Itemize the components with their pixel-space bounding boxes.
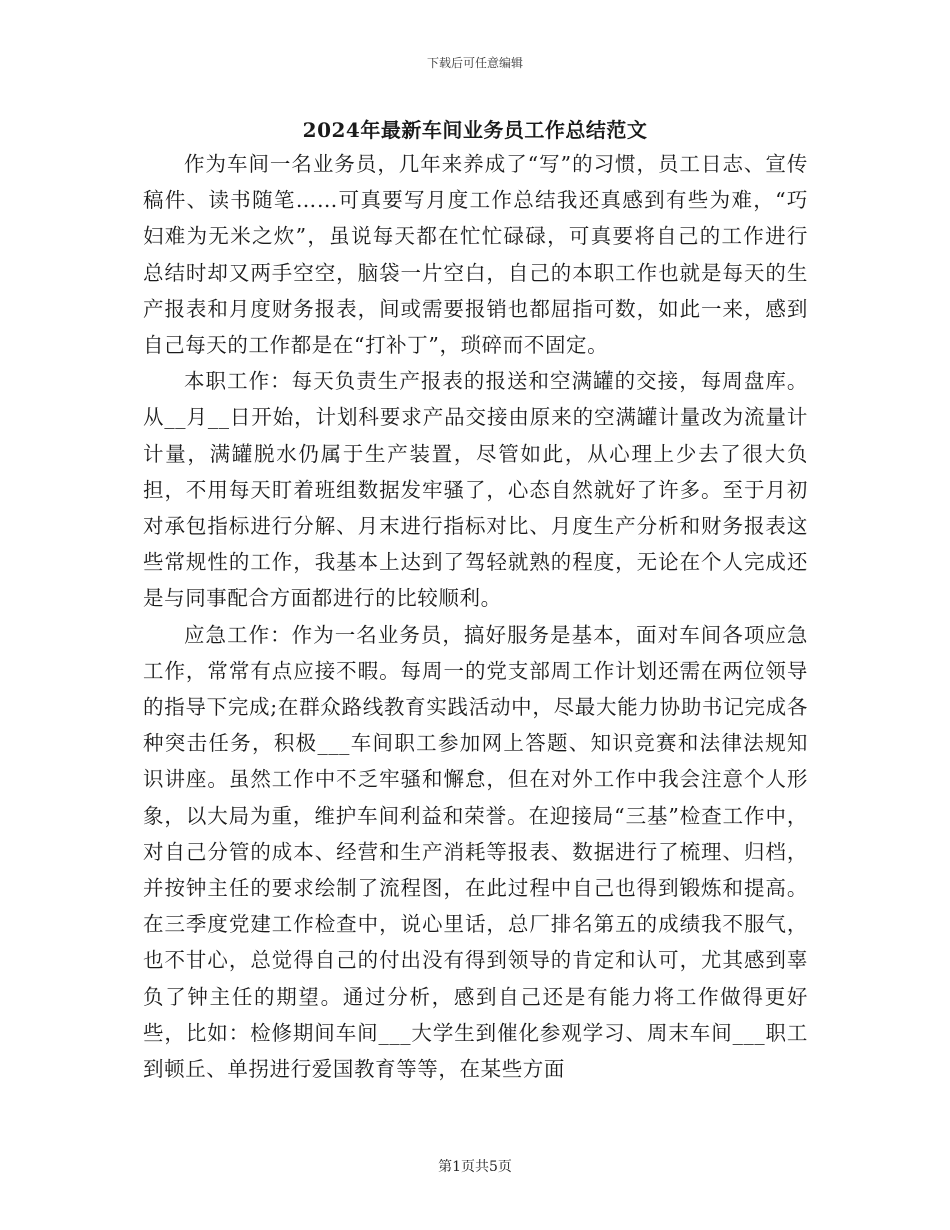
header-note: 下载后可任意编辑 (426, 56, 523, 70)
document-body (143, 146, 808, 1087)
paragraph: 应急工作：作为一名业务员，搞好服务是基本，面对车间各项应急工作，常常有点应接不暇。每周一的党支部周工作计划还需在两位领导的指导下完成;在群众路线教育实践活动中，尽最大能力协助书记完成各种突击任务，积极___车间职工参加网上答题、知识竞赛和法律法规知识讲座。虽然工作中不乏牢骚和懈怠，但在对外工作中我会注意个人形象，以大局为重，维护车间利益和荣誉。在迎接局“三基”检查工作中，对自己分管的成本、经营和生产消耗等报表、数据进行了梳理、归档，并按钟主任的要求绘制了流程图，在此过程中自己也得到锻炼和提高。在三季度党建工作检查中，说心里话，总厂排名第五的成绩我不服气，也不甘心，总觉得自己的付出没有得到领导的肯定和认可，尤其感到辜负了钟主任的期望。通过分析，感到自己还是有能力将工作做得更好些，比如：检修期间车间___大学生到催化参观学习、周末车间___职工到顿丘、单拐进行爱国教育等等，在某些方面 (143, 622, 808, 1082)
paragraph: 作为车间一名业务员，几年来养成了“写”的习惯，员工日志、宣传稿件、读书随笔……可真要写月度工作总结我还真感到有些为难，“巧妇难为无米之炊”，虽说每天都在忙忙碌碌，可真要将自己的工作进行总结时却又两手空空，脑袋一片空白，自己的本职工作也就是每天的生产报表和月度财务报表，间或需要报销也都屈指可数，如此一来，感到自己每天的工作都是在“打补丁”，琐碎而不固定。 (143, 152, 808, 358)
paragraph: 本职工作：每天负责生产报表的报送和空满罐的交接，每周盘库。从__月__日开始，计划科要求产品交接由原来的空满罐计量改为流量计计量，满罐脱水仍属于生产装置，尽管如此，从心理上少去了很大负担，不用每天盯着班组数据发牢骚了，心态自然就好了许多。至于月初对承包指标进行分解、月末进行指标对比、月度生产分析和财务报表这些常规性的工作，我基本上达到了驾轻就熟的程度，无论在个人完成还是与同事配合方面都进行的比较顺利。 (143, 369, 808, 611)
page-footer: 第1页共5页 (438, 1159, 512, 1175)
document-title: 2024年最新车间业务员工作总结范文 (302, 118, 648, 142)
